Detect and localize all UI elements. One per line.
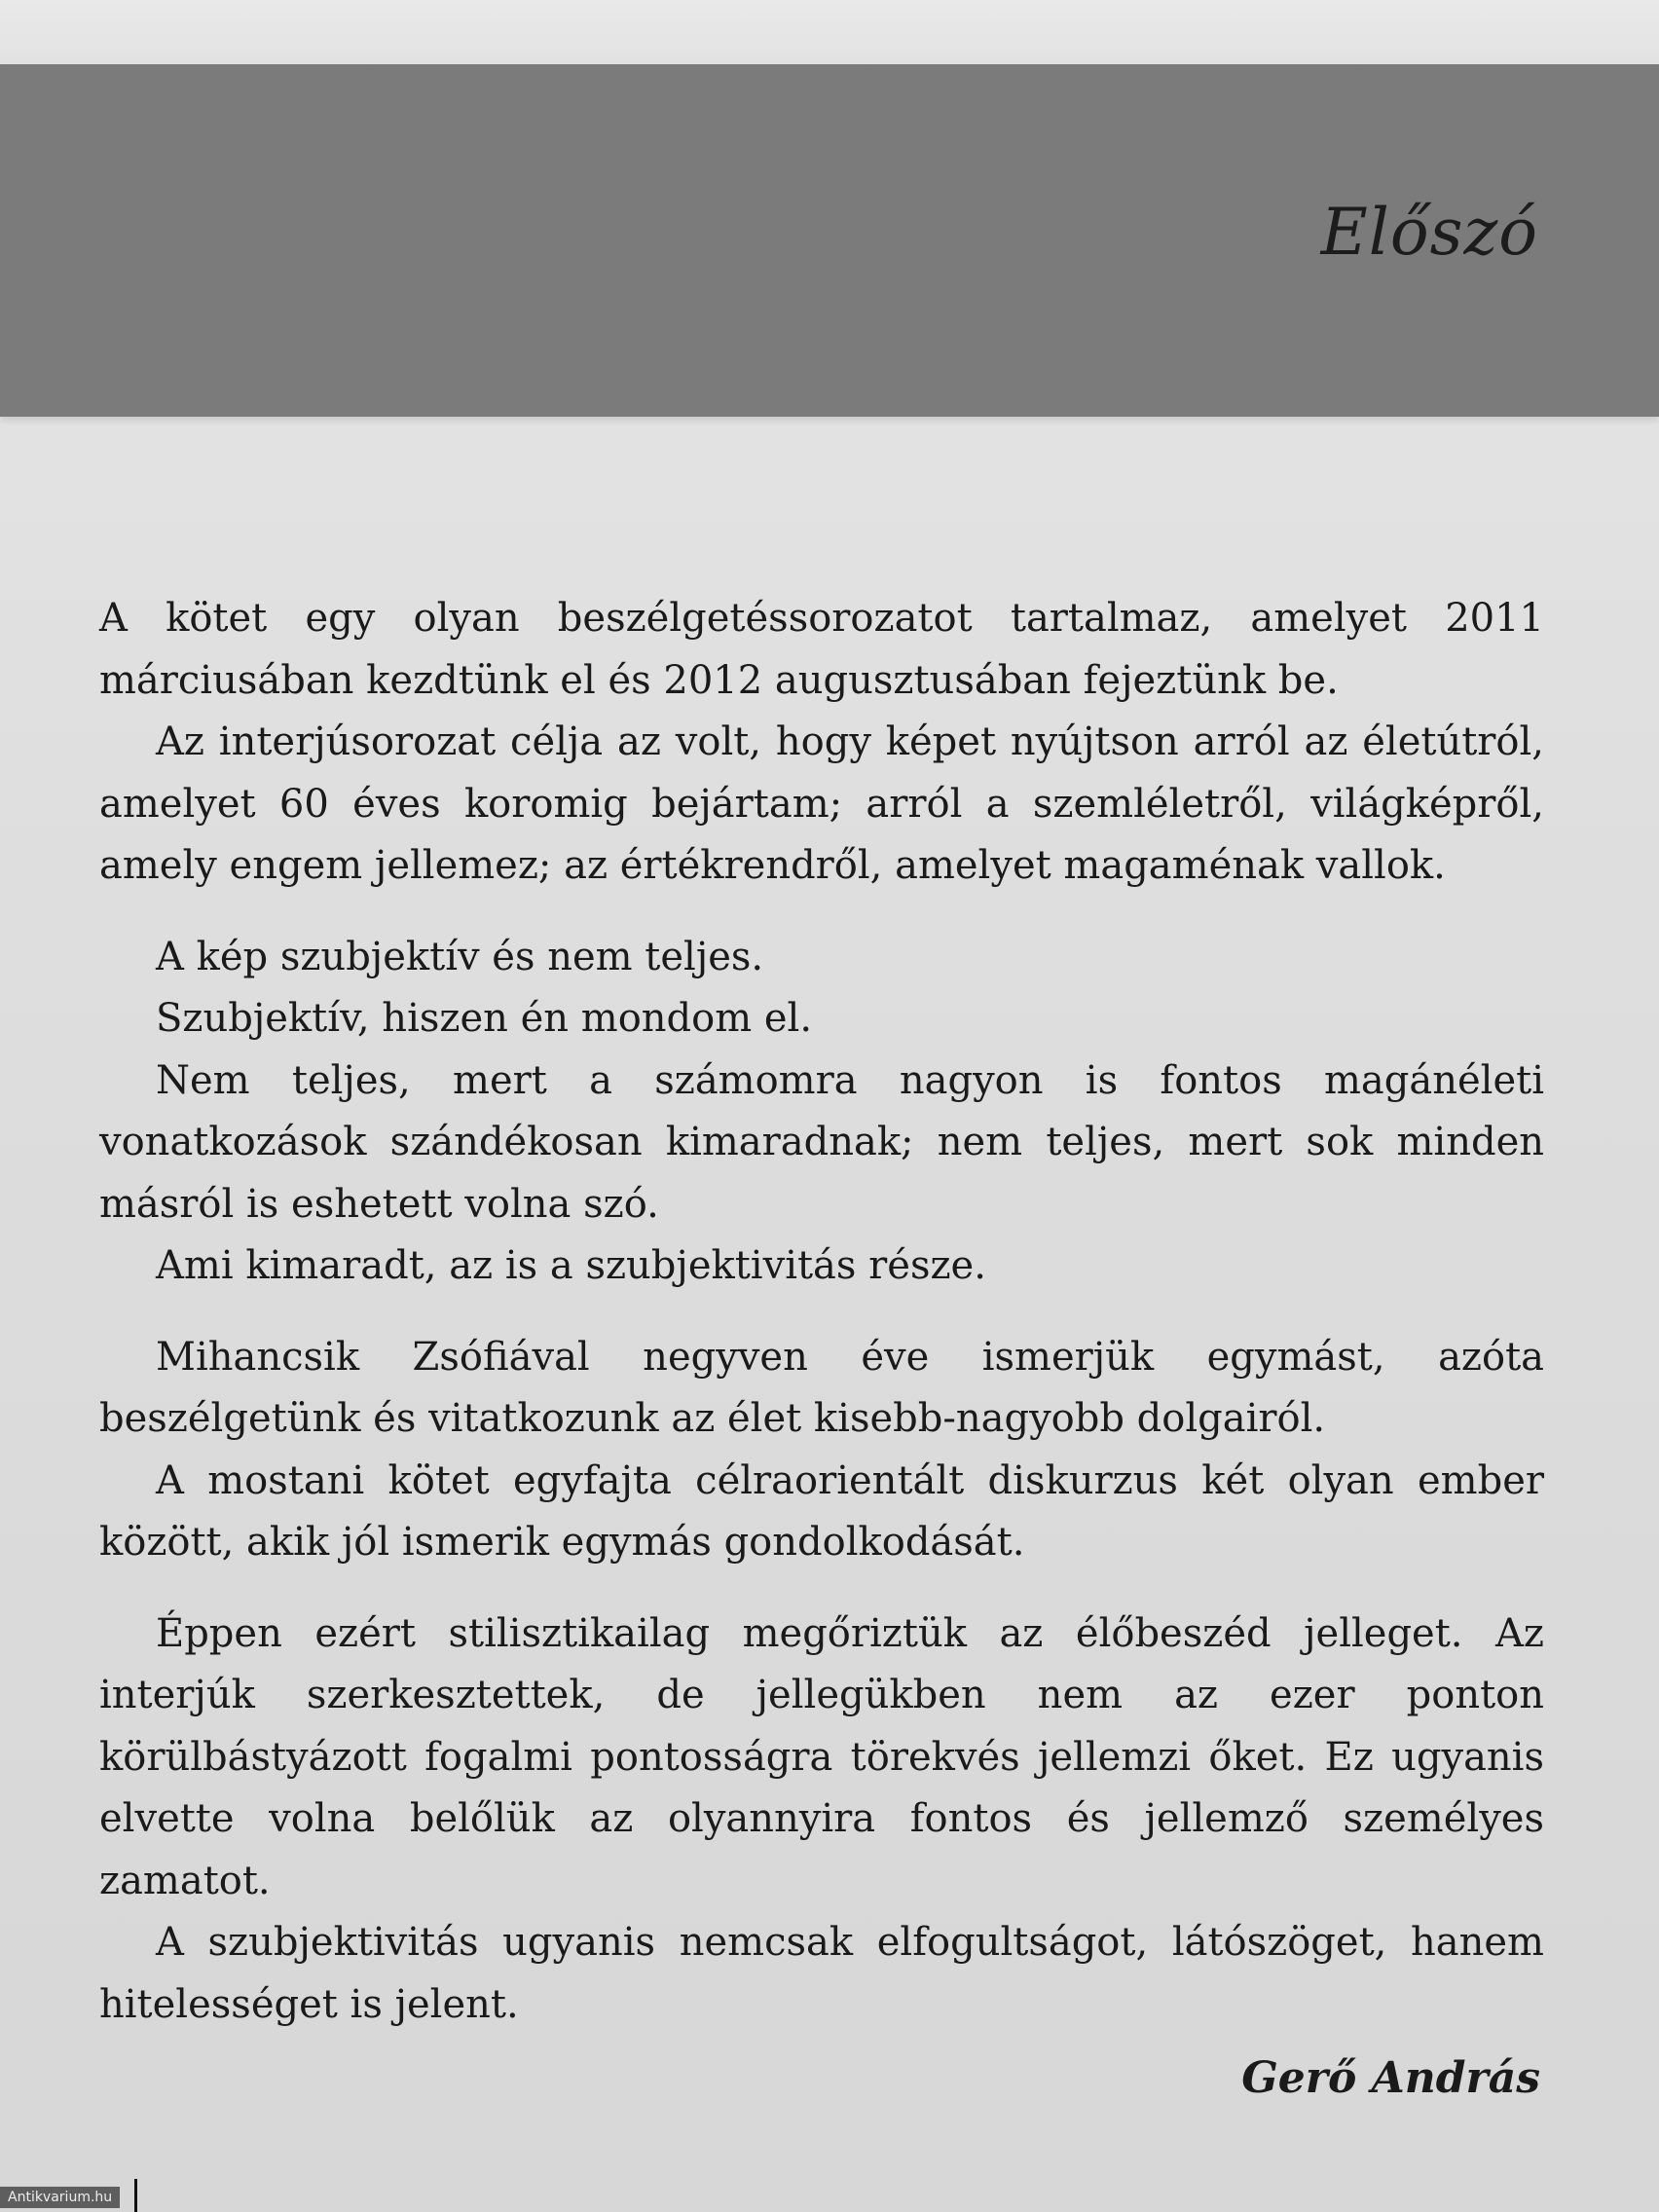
paragraph-not-complete: Nem teljes, mert a számomra nagyon is fontos magánéleti vonatkozások szándékosan kimaradnak; nem teljes, mert sok minden másról is eshetett volna szó. [99,1057,1544,1227]
paragraph-subjective: A kép szubjektív és nem teljes. [156,934,764,979]
paragraph-discourse: A mostani kötet egyfajta célraorientált diskurzus két olyan ember között, akik jól ismerik egymás gondolkodását. [99,1457,1544,1565]
watermark-label: Antikvarium.hu [0,2187,120,2208]
paragraph-style: Éppen ezért stilisztikailag megőriztük az élőbeszéd jelleget. Az interjúk szerkesztettek, de jellegükben nem az ezer ponton körülbástyázott fogalmi pontosságra törekvés jellemzi őket. Ez ugyanis elvette volna belőlük az olyannyira fontos és jellemző személyes zamatot. [99,1610,1544,1903]
paragraph-subjective-reason: Szubjektív, hiszen én mondom el. [156,996,813,1041]
previous-page-edge [0,0,1659,64]
paragraph-intro: A kötet egy olyan beszélgetéssorozatot tartalmaz, amelyet 2011 márciusában kezdtünk el és 2012 augusztusában fejeztünk be. [99,596,1544,703]
paragraph-purpose: Az interjúsorozat célja az volt, hogy képet nyújtson arról az életútról, amelyet 60 éves koromig bejártam; arról a szemléletről, világképről, amely engem jellemez; az értékrendről, amelyet magaménak vallok. [99,719,1544,888]
chapter-title: Előszó [1320,195,1538,270]
author-signature: Gerő András [1241,2053,1540,2103]
paragraph-omitted: Ami kimaradt, az is a szubjektivitás része. [156,1243,986,1288]
page-edge-rule [134,2179,137,2212]
body-text [99,588,1544,2110]
paragraph-authenticity: A szubjektivitás ugyanis nemcsak elfogultságot, látószöget, hanem hitelességet is jelent. [99,1920,1544,2027]
paragraph-acquaintance: Mihancsik Zsófiával negyven éve ismerjük egymást, azóta beszélgetünk és vitatkozunk az élet kisebb-nagyobb dolgairól. [99,1334,1544,1441]
